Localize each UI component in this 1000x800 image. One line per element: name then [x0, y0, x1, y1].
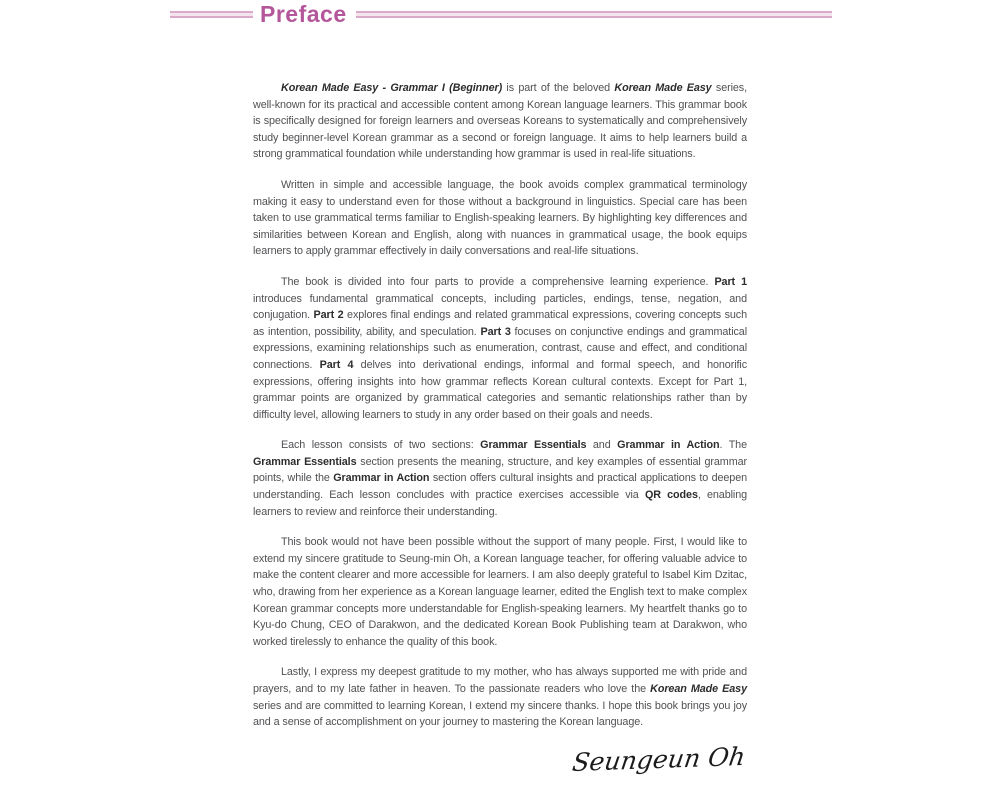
paragraph-segment: Grammar Essentials	[480, 439, 587, 452]
signature-row	[253, 741, 748, 777]
paragraph-segment: Korean Made Easy	[614, 82, 712, 94]
paragraph-segment: explores final endings and related grammatical expressions, covering concepts such as intention, possibility, ability, and speculation.	[253, 309, 747, 338]
paragraph-segment: delves into derivational endings, informal and formal speech, and honorific expressions, offering insights into how grammar reflects Korean cultural contexts. Except for Part 1, grammar points are organized by grammatical categories and semantic relationships rather than by difficulty level, allowing learners to study in any order based on their goals and needs.	[253, 358, 747, 421]
paragraph-segment: . The	[719, 439, 747, 452]
paragraph-segment: QR codes	[644, 489, 698, 502]
paragraph-segment: series, well-known for its practical and accessible content among Korean language learners. This grammar book is specifically designed for foreign learners and overseas Koreans to systematically and comprehensively study beginner-level Korean grammar as a second or foreign language. It aims to help learners build a strong grammatical foundation while understanding how grammar is used in real-life situations.	[253, 82, 747, 161]
signature: Seungeun Oh	[570, 741, 748, 777]
paragraph-segment: The book is divided into four parts to provide a comprehensive learning experience.	[281, 275, 715, 288]
paragraph-segment: Korean Made Easy - Grammar I (Beginner)	[281, 82, 503, 94]
page-title: Preface	[260, 1, 347, 27]
header-rule-left	[170, 11, 253, 18]
preface-paragraphs	[253, 80, 748, 777]
paragraph-segment: focuses on conjunctive endings and grammatical expressions, examining relationships such as enumeration, contrast, cause and effect, and conditional connections.	[253, 325, 747, 371]
paragraph-segment: Each lesson consists of two sections:	[281, 439, 481, 452]
paragraph-segment: introduces fundamental grammatical concepts, including particles, endings, tense, negation, and conjugation.	[253, 292, 747, 322]
paragraph-segment: is part of the beloved	[502, 82, 615, 94]
paragraph-segment: and	[586, 439, 618, 452]
paragraph	[253, 664, 747, 730]
paragraph-segment: Grammar in Action	[333, 472, 430, 485]
paragraph-segment: Part 2	[313, 309, 344, 322]
paragraph	[253, 274, 747, 423]
paragraph-segment: Korean Made Easy	[650, 683, 747, 695]
paragraph-segment: section offers cultural insights and practical applications to deepen understanding. Each lesson concludes with practice exercises accessible via	[253, 472, 748, 502]
paragraph	[253, 534, 747, 650]
paragraph	[253, 177, 747, 260]
paragraph-segment: series and are committed to learning Korean, I extend my sincere thanks. I hope this book brings you joy and a sense of accomplishment on your journey to mastering the Korean language.	[253, 699, 747, 729]
paragraph	[253, 437, 747, 520]
paragraph-segment: , enabling learners to review and reinforce their understanding.	[253, 489, 748, 518]
paragraph-segment: Grammar in Action	[617, 439, 720, 452]
paragraph-segment: Part 4	[319, 358, 354, 371]
paragraph	[253, 80, 747, 163]
paragraph-segment: Lastly, I express my deepest gratitude to my mother, who has always supported me with pride and prayers, and to my late father in heaven. To the passionate readers who love the	[253, 666, 747, 695]
paragraph-segment: Part 1	[714, 275, 747, 288]
paragraph-segment: section presents the meaning, structure, and key examples of essential grammar points, while the	[253, 455, 747, 485]
paragraph-segment: Grammar Essentials	[253, 455, 357, 468]
paragraph-segment: Written in simple and accessible language, the book avoids complex grammatical terminology making it easy to understand even for those without a background in linguistics. Special care has been taken to use grammatical terms familiar to English-speaking learners. By highlighting key differences and similarities between Korean and English, along with nuances in grammatical usage, the book equips learners to apply grammar effectively in daily conversations and real-life situations.	[253, 178, 747, 258]
paragraph-segment: Part 3	[480, 325, 511, 338]
paragraph-segment: This book would not have been possible without the support of many people. First, I would like to extend my sincere gratitude to Seung-min Oh, a Korean language teacher, for offering valuable advice to make the content clearer and more accessible for learners. I am also deeply grateful to Isabel Kim Dzitac, who, drawing from her experience as a Korean language learner, edited the English text to make complex Korean grammar concepts more understandable for English-speaking learners. My heartfelt thanks go to Kyu-do Chung, CEO of Darakwon, and the dedicated Korean Book Publishing team at Darakwon, who worked tirelessly to enhance the quality of this book.	[253, 536, 747, 648]
header-rule-right	[356, 11, 832, 18]
